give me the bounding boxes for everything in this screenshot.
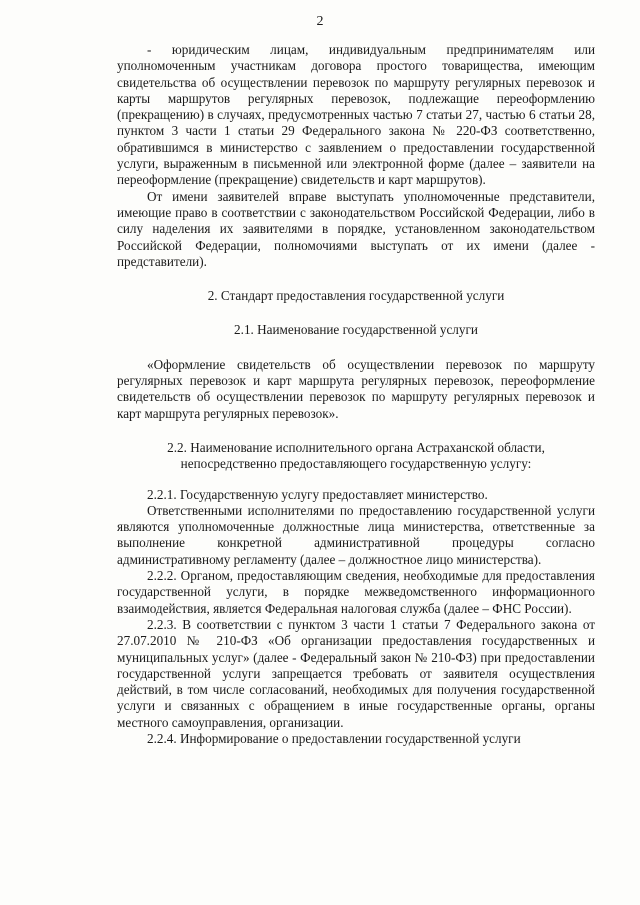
section-heading-standard: 2. Стандарт предоставления государственной услуги: [207, 288, 505, 304]
subsection-heading-service-name: 2.1. Наименование государственной услуги: [234, 322, 478, 338]
paragraph-2-2-4: 2.2.4. Информирование о предоставлении государственной услуги: [147, 730, 521, 746]
paragraph-service-name: «Оформление свидетельств об осуществлении перевозок по маршруту регулярных перевозок и карт маршрута регулярных перевозок, переоформление свидетельств об осуществлении перевозок по маршруту регулярных перевозок и карт маршрута регулярных перевозок».: [117, 356, 595, 421]
subsection-heading-authority-line2: непосредственно предоставляющего государственную услугу:: [180, 456, 532, 472]
paragraph-representatives: От имени заявителей вправе выступать уполномоченные представители, имеющие право в соответствии с законодательством Российской Федерации, либо в силу наделения их заявителями в порядке, установленном законодательством Российской Федерации, полномочиями выступать от их имени (далее - представители).: [117, 188, 595, 269]
paragraph-responsible-officials: Ответственными исполнителями по предоставлению государственной услуги являются уполномоченные должностные лица министерства, ответственные за выполнение конкретной административной процедуры согласно административному регламенту (далее – должностное лицо министерства).: [117, 502, 595, 567]
document-body: [117, 42, 595, 747]
subsection-heading-authority-line1: 2.2. Наименование исполнительного органа Астраханской области,: [167, 439, 545, 455]
page-number: 2: [316, 14, 324, 29]
paragraph-applicants-reissue: - юридическим лицам, индивидуальным предпринимателям или уполномоченным участникам договора простого товарищества, имеющим свидетельства об осуществлении перевозок по маршруту регулярных перевозок и карты маршрутов регулярных перевозок, подлежащие переоформлению (прекращению) в случаях, предусмотренных частью 7 статьи 27, частью 6 статьи 28, пунктом 3 части 1 статьи 29 Федерального закона № 220-ФЗ соответственно, обратившимся в министерство с заявлением о предоставлении государственной услуги, выраженным в письменной или электронной форме (далее – заявители на переоформление (прекращение) свидетельств и карт маршрутов).: [117, 42, 595, 188]
paragraph-2-2-3: 2.2.3. В соответствии с пунктом 3 части 1 статьи 7 Федерального закона от 27.07.2010 № 210-ФЗ «Об организации предоставления государственных и муниципальных услуг» (далее - Федеральный закон № 210-ФЗ) при предоставлении государственной услуги запрещается требовать от заявителя осуществления действий, в том числе согласований, необходимых для получения государственной услуги и связанных с обращением в иные государственные органы, органы местного самоуправления, организации.: [117, 616, 595, 730]
paragraph-2-2-2: 2.2.2. Органом, предоставляющим сведения, необходимые для предоставления государственной услуги, в порядке межведомственного информационного взаимодействия, является Федеральная налоговая служба (далее – ФНС России).: [117, 568, 595, 616]
paragraph-2-2-1: 2.2.1. Государственную услугу предоставляет министерство.: [147, 486, 488, 502]
